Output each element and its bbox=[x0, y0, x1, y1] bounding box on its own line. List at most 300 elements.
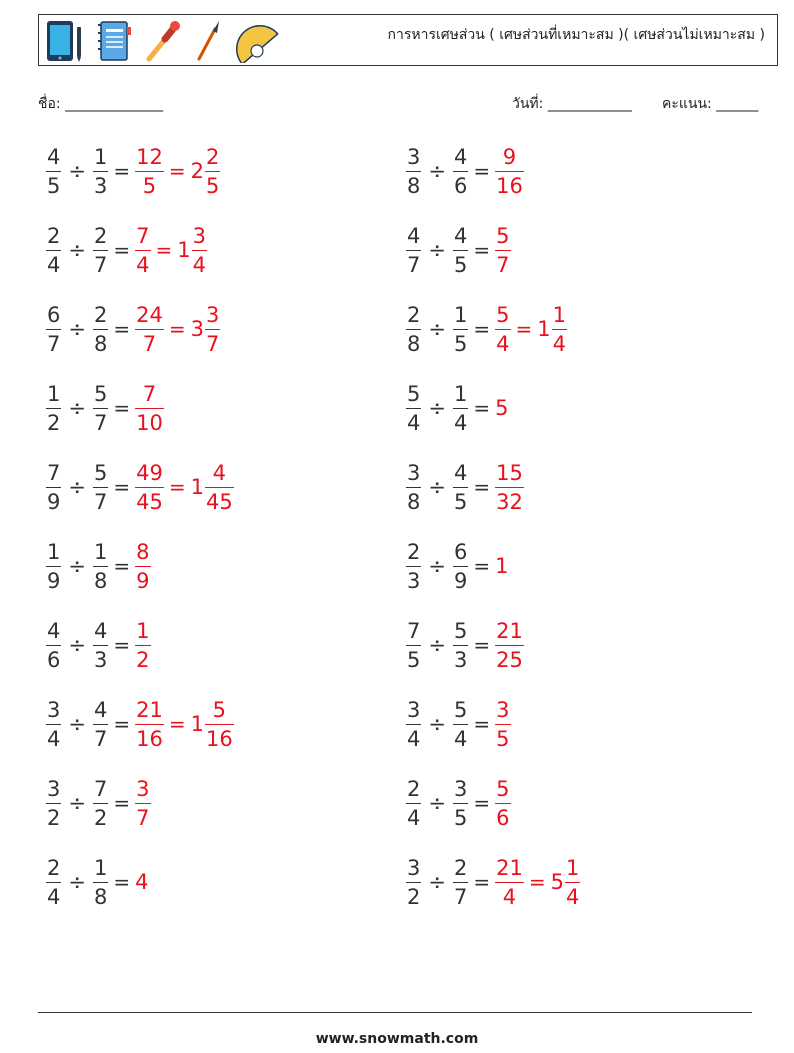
dividend-fraction bbox=[46, 381, 61, 436]
mixed-fraction bbox=[205, 144, 220, 199]
fraction-bar bbox=[46, 487, 61, 488]
denominator: 7 bbox=[453, 884, 468, 909]
divisor-fraction bbox=[93, 855, 108, 910]
divisor-fraction bbox=[93, 302, 108, 357]
problem-item bbox=[406, 457, 524, 517]
equals-sign: = bbox=[113, 791, 131, 815]
problem-item bbox=[46, 536, 151, 596]
denominator: 45 bbox=[206, 489, 233, 514]
denominator: 6 bbox=[496, 805, 510, 830]
divide-sign: ÷ bbox=[68, 790, 86, 815]
fraction-bar bbox=[93, 882, 108, 883]
fraction-bar bbox=[453, 171, 468, 172]
numerator: 2 bbox=[47, 223, 61, 248]
dividend-fraction bbox=[46, 302, 61, 357]
footer-divider bbox=[38, 1012, 752, 1013]
fraction-bar bbox=[453, 408, 468, 409]
equals-sign: = bbox=[113, 396, 131, 420]
fraction-bar bbox=[495, 329, 510, 330]
denominator: 9 bbox=[453, 568, 468, 593]
fraction-bar bbox=[205, 329, 220, 330]
fraction-bar bbox=[46, 250, 61, 251]
numerator: 1 bbox=[93, 539, 108, 564]
dividend-fraction bbox=[46, 144, 61, 199]
numerator: 5 bbox=[212, 697, 227, 722]
fraction-bar bbox=[135, 171, 164, 172]
equals-sign: = bbox=[473, 791, 491, 815]
denominator: 8 bbox=[407, 489, 421, 514]
divisor-fraction bbox=[453, 460, 468, 515]
numerator: 1 bbox=[93, 855, 108, 880]
denominator: 7 bbox=[47, 331, 61, 356]
answer bbox=[135, 539, 150, 594]
numerator: 5 bbox=[496, 223, 510, 248]
dividend-fraction bbox=[46, 223, 61, 278]
equals-sign: = bbox=[113, 712, 131, 736]
fraction-bar bbox=[46, 724, 61, 725]
denominator: 7 bbox=[142, 331, 157, 356]
dividend-fraction bbox=[406, 697, 421, 752]
denominator: 4 bbox=[502, 884, 517, 909]
denominator: 32 bbox=[496, 489, 523, 514]
numerator: 4 bbox=[453, 223, 468, 248]
fraction-bar bbox=[135, 803, 150, 804]
dividend-fraction bbox=[46, 855, 61, 910]
numerator: 5 bbox=[407, 381, 421, 406]
numerator: 3 bbox=[407, 144, 421, 169]
divide-sign: ÷ bbox=[428, 790, 446, 815]
divide-sign: ÷ bbox=[428, 316, 446, 341]
numerator: 5 bbox=[453, 618, 468, 643]
fraction-bar bbox=[406, 408, 421, 409]
denominator: 4 bbox=[47, 252, 61, 277]
answer bbox=[495, 697, 510, 752]
numerator: 7 bbox=[93, 776, 108, 801]
fraction-bar bbox=[46, 882, 61, 883]
numerator: 7 bbox=[407, 618, 421, 643]
numerator: 5 bbox=[496, 302, 510, 327]
fraction-bar bbox=[453, 645, 468, 646]
divisor-fraction bbox=[93, 618, 108, 673]
fraction-bar bbox=[93, 250, 108, 251]
equals-sign: = bbox=[528, 870, 546, 894]
answer bbox=[135, 381, 164, 436]
equals-sign: = bbox=[168, 712, 186, 736]
divide-sign: ÷ bbox=[68, 553, 86, 578]
divide-sign: ÷ bbox=[428, 158, 446, 183]
equals-sign: = bbox=[113, 475, 131, 499]
denominator: 8 bbox=[93, 884, 108, 909]
fraction-bar bbox=[46, 645, 61, 646]
answer-whole: 4 bbox=[135, 869, 149, 894]
numerator: 1 bbox=[47, 381, 61, 406]
mixed-whole: 2 bbox=[190, 158, 204, 183]
mixed-whole: 5 bbox=[550, 869, 564, 894]
numerator: 3 bbox=[453, 776, 468, 801]
denominator: 5 bbox=[206, 173, 220, 198]
fraction-bar bbox=[453, 724, 468, 725]
fraction-bar bbox=[93, 724, 108, 725]
problem-item bbox=[46, 141, 220, 201]
problem-item bbox=[406, 615, 524, 675]
divide-sign: ÷ bbox=[428, 237, 446, 262]
answer bbox=[495, 144, 524, 199]
denominator: 9 bbox=[47, 568, 61, 593]
numerator: 3 bbox=[496, 697, 510, 722]
fraction-bar bbox=[495, 171, 524, 172]
name-field: ชื่อ: ______________ bbox=[38, 96, 164, 112]
numerator: 3 bbox=[407, 460, 421, 485]
denominator: 5 bbox=[496, 726, 510, 751]
answer-fraction bbox=[495, 618, 524, 673]
equals-sign: = bbox=[473, 396, 491, 420]
problem-item bbox=[406, 378, 510, 438]
denominator: 8 bbox=[407, 173, 421, 198]
fraction-bar bbox=[46, 329, 61, 330]
numerator: 8 bbox=[136, 539, 150, 564]
worksheet-title: การหารเศษส่วน ( เศษส่วนที่เหมาะสม )( เศษส่วนไม่เหมาะสม ) bbox=[387, 27, 765, 43]
divide-sign: ÷ bbox=[428, 395, 446, 420]
numerator: 7 bbox=[136, 223, 150, 248]
numerator: 15 bbox=[496, 460, 523, 485]
fraction-bar bbox=[495, 803, 510, 804]
fraction-bar bbox=[453, 487, 468, 488]
divide-sign: ÷ bbox=[68, 237, 86, 262]
mixed-fraction bbox=[565, 855, 580, 910]
denominator: 16 bbox=[136, 726, 163, 751]
equals-sign: = bbox=[473, 159, 491, 183]
numerator: 2 bbox=[206, 144, 220, 169]
numerator: 1 bbox=[136, 618, 150, 643]
denominator: 7 bbox=[136, 805, 150, 830]
dividend-fraction bbox=[406, 381, 421, 436]
equals-sign: = bbox=[113, 159, 131, 183]
numerator: 4 bbox=[47, 618, 61, 643]
fraction-bar bbox=[453, 882, 468, 883]
numerator: 2 bbox=[407, 302, 421, 327]
mixed-fraction bbox=[192, 223, 207, 278]
problem-item bbox=[406, 299, 567, 359]
fraction-bar bbox=[46, 171, 61, 172]
dividend-fraction bbox=[406, 460, 421, 515]
divisor-fraction bbox=[93, 381, 108, 436]
answer-fraction bbox=[495, 223, 510, 278]
divisor-fraction bbox=[453, 302, 468, 357]
protractor-icon bbox=[235, 19, 285, 63]
denominator: 4 bbox=[407, 726, 421, 751]
divisor-fraction bbox=[453, 697, 468, 752]
answer bbox=[135, 223, 207, 278]
denominator: 5 bbox=[453, 489, 468, 514]
problem-item bbox=[46, 220, 207, 280]
numerator: 5 bbox=[93, 381, 108, 406]
fraction-bar bbox=[135, 487, 164, 488]
denominator: 4 bbox=[47, 726, 61, 751]
divide-sign: ÷ bbox=[68, 395, 86, 420]
fraction-bar bbox=[93, 487, 108, 488]
denominator: 7 bbox=[496, 252, 510, 277]
denominator: 10 bbox=[136, 410, 163, 435]
answer-fraction bbox=[495, 697, 510, 752]
problem-item bbox=[406, 852, 580, 912]
answer-fraction bbox=[495, 144, 524, 199]
score-field: คะแนน: ______ bbox=[662, 96, 759, 112]
divisor-fraction bbox=[93, 223, 108, 278]
equals-sign: = bbox=[113, 554, 131, 578]
numerator: 4 bbox=[453, 460, 468, 485]
answer-fraction bbox=[135, 302, 164, 357]
mixed-fraction bbox=[205, 302, 220, 357]
numerator: 4 bbox=[93, 618, 108, 643]
fraction-bar bbox=[93, 803, 108, 804]
problem-item bbox=[406, 141, 524, 201]
denominator: 4 bbox=[552, 331, 567, 356]
answer-fraction bbox=[495, 776, 510, 831]
dividend-fraction bbox=[406, 223, 421, 278]
mixed-whole: 1 bbox=[190, 474, 204, 499]
numerator: 4 bbox=[47, 144, 61, 169]
equals-sign: = bbox=[473, 554, 491, 578]
numerator: 6 bbox=[47, 302, 61, 327]
numerator: 1 bbox=[566, 855, 580, 880]
problem-item bbox=[46, 299, 220, 359]
fraction-bar bbox=[46, 566, 61, 567]
numerator: 2 bbox=[453, 855, 468, 880]
denominator: 5 bbox=[47, 173, 61, 198]
numerator: 2 bbox=[93, 223, 108, 248]
problem-item bbox=[46, 378, 164, 438]
fraction-bar bbox=[406, 724, 421, 725]
answer-fraction bbox=[495, 855, 524, 910]
fraction-bar bbox=[406, 803, 421, 804]
fraction-bar bbox=[93, 566, 108, 567]
divisor-fraction bbox=[93, 776, 108, 831]
dividend-fraction bbox=[406, 539, 421, 594]
mixed-whole: 3 bbox=[190, 316, 204, 341]
denominator: 8 bbox=[93, 568, 108, 593]
denominator: 16 bbox=[206, 726, 233, 751]
divide-sign: ÷ bbox=[428, 869, 446, 894]
fraction-bar bbox=[495, 724, 510, 725]
numerator: 2 bbox=[93, 302, 108, 327]
divisor-fraction bbox=[93, 144, 108, 199]
numerator: 1 bbox=[453, 302, 468, 327]
mixed-whole: 1 bbox=[537, 316, 551, 341]
denominator: 45 bbox=[136, 489, 163, 514]
answer bbox=[495, 855, 580, 910]
equals-sign: = bbox=[168, 159, 186, 183]
answer bbox=[135, 618, 150, 673]
problem-item bbox=[406, 536, 510, 596]
equals-sign: = bbox=[113, 633, 131, 657]
divisor-fraction bbox=[453, 144, 468, 199]
fraction-bar bbox=[565, 882, 580, 883]
denominator: 2 bbox=[407, 884, 421, 909]
numerator: 6 bbox=[453, 539, 468, 564]
answer-fraction bbox=[135, 460, 164, 515]
numerator: 3 bbox=[407, 855, 421, 880]
divisor-fraction bbox=[93, 539, 108, 594]
numerator: 2 bbox=[47, 855, 61, 880]
numerator: 21 bbox=[496, 618, 523, 643]
problem-item bbox=[46, 694, 234, 754]
answer bbox=[495, 395, 509, 420]
equals-sign: = bbox=[113, 317, 131, 341]
numerator: 5 bbox=[453, 697, 468, 722]
divisor-fraction bbox=[453, 223, 468, 278]
fraction-bar bbox=[552, 329, 567, 330]
dividend-fraction bbox=[406, 144, 421, 199]
tablet-icon bbox=[45, 19, 85, 63]
denominator: 3 bbox=[93, 173, 108, 198]
equals-sign: = bbox=[168, 317, 186, 341]
denominator: 8 bbox=[93, 331, 108, 356]
problem-item bbox=[406, 220, 511, 280]
header-icons bbox=[45, 19, 285, 63]
notebook-icon bbox=[97, 19, 133, 63]
numerator: 2 bbox=[407, 539, 421, 564]
divide-sign: ÷ bbox=[68, 632, 86, 657]
divide-sign: ÷ bbox=[428, 553, 446, 578]
denominator: 7 bbox=[93, 410, 108, 435]
fraction-bar bbox=[46, 408, 61, 409]
answer-whole: 1 bbox=[495, 553, 509, 578]
numerator: 3 bbox=[47, 697, 61, 722]
fraction-bar bbox=[406, 487, 421, 488]
answer bbox=[135, 697, 234, 752]
numerator: 7 bbox=[47, 460, 61, 485]
equals-sign: = bbox=[473, 317, 491, 341]
denominator: 5 bbox=[407, 647, 421, 672]
fraction-bar bbox=[205, 724, 234, 725]
divide-sign: ÷ bbox=[428, 474, 446, 499]
denominator: 7 bbox=[93, 489, 108, 514]
fraction-bar bbox=[495, 250, 510, 251]
divisor-fraction bbox=[453, 618, 468, 673]
answer-fraction bbox=[135, 381, 164, 436]
denominator: 3 bbox=[93, 647, 108, 672]
numerator: 7 bbox=[142, 381, 157, 406]
brush-icon bbox=[193, 19, 223, 63]
divide-sign: ÷ bbox=[68, 474, 86, 499]
answer bbox=[135, 302, 220, 357]
fraction-bar bbox=[495, 882, 524, 883]
problem-item bbox=[406, 694, 511, 754]
problem-item bbox=[46, 615, 151, 675]
mixed-fraction bbox=[205, 460, 234, 515]
answer-fraction bbox=[495, 302, 510, 357]
dividend-fraction bbox=[406, 855, 421, 910]
numerator: 1 bbox=[93, 144, 108, 169]
equals-sign: = bbox=[473, 712, 491, 736]
problem-item bbox=[406, 773, 511, 833]
numerator: 3 bbox=[206, 302, 220, 327]
fraction-bar bbox=[406, 645, 421, 646]
answer bbox=[495, 553, 509, 578]
divide-sign: ÷ bbox=[68, 711, 86, 736]
fraction-bar bbox=[453, 329, 468, 330]
denominator: 4 bbox=[407, 805, 421, 830]
numerator: 5 bbox=[496, 776, 510, 801]
mixed-fraction bbox=[205, 697, 234, 752]
answer bbox=[135, 460, 234, 515]
dividend-fraction bbox=[46, 460, 61, 515]
fraction-bar bbox=[495, 487, 524, 488]
divisor-fraction bbox=[453, 381, 468, 436]
pipette-icon bbox=[145, 19, 181, 63]
numerator: 2 bbox=[407, 776, 421, 801]
denominator: 8 bbox=[407, 331, 421, 356]
numerator: 1 bbox=[453, 381, 468, 406]
divide-sign: ÷ bbox=[68, 869, 86, 894]
dividend-fraction bbox=[46, 618, 61, 673]
equals-sign: = bbox=[113, 870, 131, 894]
denominator: 9 bbox=[136, 568, 150, 593]
mixed-fraction bbox=[552, 302, 567, 357]
answer bbox=[495, 618, 524, 673]
divisor-fraction bbox=[453, 539, 468, 594]
fraction-bar bbox=[93, 645, 108, 646]
fraction-bar bbox=[46, 803, 61, 804]
numerator: 4 bbox=[453, 144, 468, 169]
fraction-bar bbox=[93, 408, 108, 409]
denominator: 7 bbox=[93, 726, 108, 751]
fraction-bar bbox=[205, 487, 234, 488]
numerator: 49 bbox=[136, 460, 163, 485]
answer bbox=[495, 776, 510, 831]
denominator: 2 bbox=[47, 410, 61, 435]
equals-sign: = bbox=[473, 475, 491, 499]
denominator: 6 bbox=[47, 647, 61, 672]
fraction-bar bbox=[135, 250, 150, 251]
denominator: 7 bbox=[206, 331, 220, 356]
answer-fraction bbox=[135, 223, 150, 278]
fraction-bar bbox=[93, 171, 108, 172]
fraction-bar bbox=[205, 171, 220, 172]
divide-sign: ÷ bbox=[428, 632, 446, 657]
fraction-bar bbox=[406, 329, 421, 330]
numerator: 24 bbox=[136, 302, 163, 327]
equals-sign: = bbox=[155, 238, 173, 262]
fraction-bar bbox=[406, 171, 421, 172]
date-field: วันที่: ____________ bbox=[512, 96, 632, 112]
fraction-bar bbox=[135, 566, 150, 567]
denominator: 5 bbox=[453, 805, 468, 830]
fraction-bar bbox=[406, 882, 421, 883]
numerator: 1 bbox=[552, 302, 567, 327]
answer bbox=[495, 223, 510, 278]
denominator: 6 bbox=[453, 173, 468, 198]
denominator: 4 bbox=[47, 884, 61, 909]
divisor-fraction bbox=[453, 855, 468, 910]
fraction-bar bbox=[453, 566, 468, 567]
denominator: 9 bbox=[47, 489, 61, 514]
answer-fraction bbox=[135, 539, 150, 594]
numerator: 21 bbox=[496, 855, 523, 880]
equals-sign: = bbox=[113, 238, 131, 262]
fraction-bar bbox=[406, 566, 421, 567]
mixed-whole: 1 bbox=[177, 237, 191, 262]
fraction-bar bbox=[495, 645, 524, 646]
fraction-bar bbox=[135, 724, 164, 725]
denominator: 2 bbox=[47, 805, 61, 830]
problem-item bbox=[46, 852, 150, 912]
answer bbox=[135, 776, 150, 831]
numerator: 12 bbox=[136, 144, 163, 169]
denominator: 4 bbox=[192, 252, 207, 277]
fraction-bar bbox=[453, 803, 468, 804]
answer-whole: 5 bbox=[495, 395, 509, 420]
